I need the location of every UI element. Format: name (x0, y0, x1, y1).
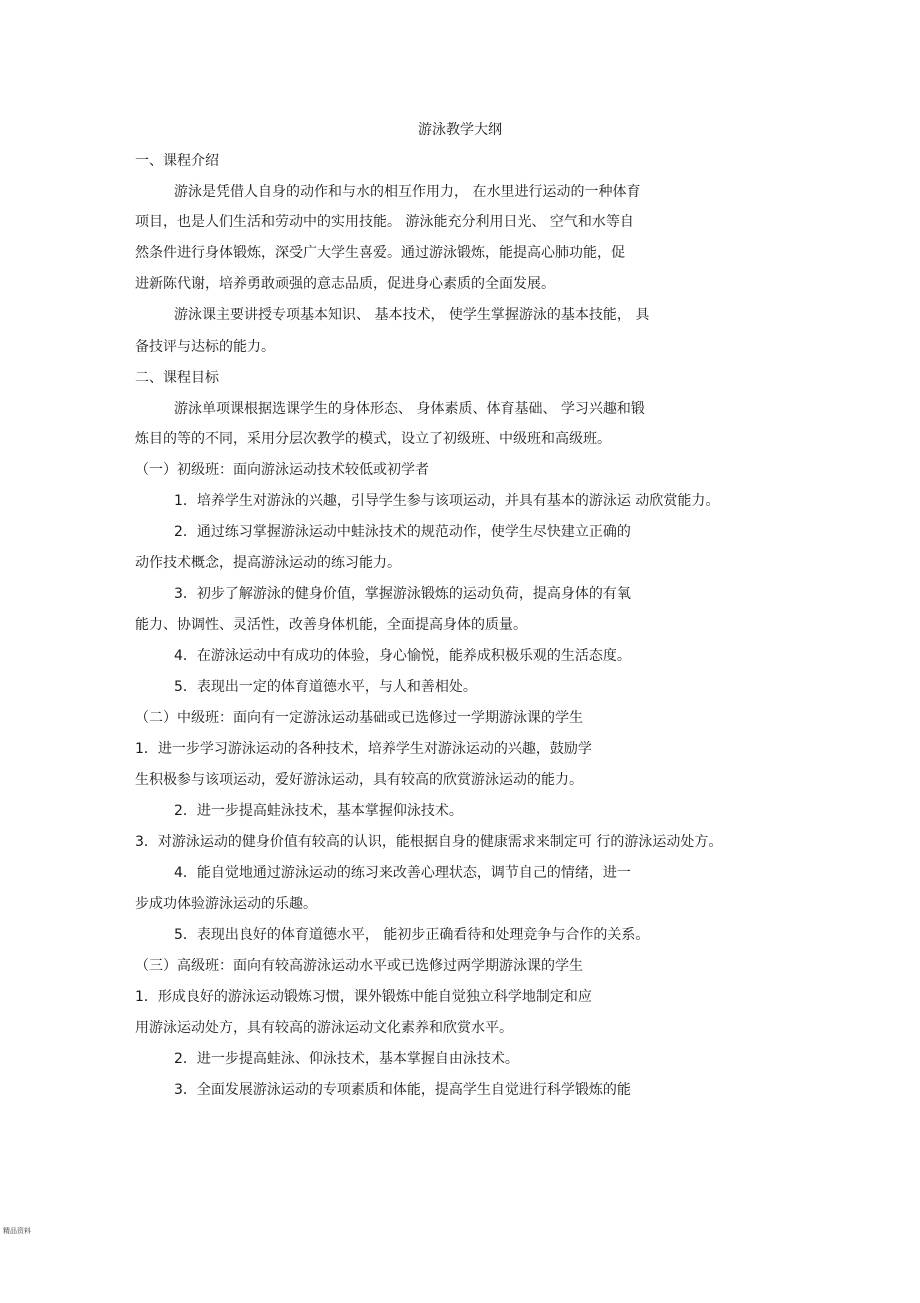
list-item-continuation: 生积极参与该项运动，爱好游泳运动，具有较高的欣赏游泳运动的能力。 (135, 772, 583, 788)
section-heading: 一、课程介绍 (135, 153, 219, 169)
list-item: 2．通过练习掌握游泳运动中蛙泳技术的规范动作，使学生尽快建立正确的 (174, 524, 631, 540)
list-item: 3．初步了解游泳的健身价值，掌握游泳锻炼的运动负荷，提高身体的有氧 (174, 586, 631, 602)
paragraph-line: 然条件进行身体锻炼，深受广大学生喜爱。通过游泳锻炼，能提高心肺功能，促 (135, 245, 625, 261)
footer-label: 精品资料 (3, 1227, 31, 1235)
list-item: 3．对游泳运动的健身价值有较高的认识，能根据自身的健康需求来制定可 行的游泳运动处方。 (135, 834, 723, 850)
list-item: 2．进一步提高蛙泳技术，基本掌握仰泳技术。 (174, 803, 463, 819)
section-heading: 二、课程目标 (135, 370, 219, 386)
subsection-heading: （三）高级班：面向有较高游泳运动水平或已选修过两学期游泳课的学生 (135, 958, 583, 974)
subsection-heading: （一）初级班：面向游泳运动技术较低或初学者 (135, 462, 429, 478)
list-item: 5．表现出一定的体育道德水平，与人和善相处。 (174, 679, 477, 695)
paragraph-line: 进新陈代谢，培养勇敢顽强的意志品质，促进身心素质的全面发展。 (135, 276, 555, 292)
paragraph-line: 备技评与达标的能力。 (135, 339, 275, 355)
paragraph-line: 游泳课主要讲授专项基本知识、 基本技术， 使学生掌握游泳的基本技能， 具 (174, 307, 650, 323)
paragraph-line: 炼目的等的不同，采用分层次教学的模式，设立了初级班、中级班和高级班。 (135, 431, 611, 447)
subsection-heading: （二）中级班：面向有一定游泳运动基础或已选修过一学期游泳课的学生 (135, 710, 583, 726)
list-item-continuation: 动作技术概念，提高游泳运动的练习能力。 (135, 555, 401, 571)
paragraph-line: 项目，也是人们生活和劳动中的实用技能。 游泳能充分利用日光、 空气和水等自 (135, 214, 634, 230)
page-title: 游泳教学大纲 (418, 122, 502, 138)
list-item: 1．培养学生对游泳的兴趣，引导学生参与该项运动，并具有基本的游泳运 动欣赏能力。 (174, 493, 720, 509)
list-item: 4．能自觉地通过游泳运动的练习来改善心理状态，调节自己的情绪，进一 (174, 865, 631, 881)
list-item: 1．形成良好的游泳运动锻炼习惯，课外锻炼中能自觉独立科学地制定和应 (135, 989, 592, 1005)
list-item: 3．全面发展游泳运动的专项素质和体能，提高学生自觉进行科学锻炼的能 (174, 1082, 631, 1098)
list-item-continuation: 能力、协调性、灵活性，改善身体机能，全面提高身体的质量。 (135, 617, 527, 633)
list-item-continuation: 用游泳运动处方，具有较高的游泳运动文化素养和欣赏水平。 (135, 1020, 513, 1036)
paragraph-line: 游泳单项课根据选课学生的身体形态、 身体素质、体育基础、 学习兴趣和锻 (174, 401, 645, 417)
list-item: 5．表现出良好的体育道德水平， 能初步正确看待和处理竞争与合作的关系。 (174, 927, 650, 943)
list-item-continuation: 步成功体验游泳运动的乐趣。 (135, 896, 317, 912)
paragraph-line: 游泳是凭借人自身的动作和与水的相互作用力， 在水里进行运动的一种体育 (174, 184, 641, 200)
list-item: 4．在游泳运动中有成功的体验，身心愉悦，能养成积极乐观的生活态度。 (174, 648, 631, 664)
list-item: 1．进一步学习游泳运动的各种技术，培养学生对游泳运动的兴趣，鼓励学 (135, 741, 592, 757)
list-item: 2．进一步提高蛙泳、仰泳技术，基本掌握自由泳技术。 (174, 1051, 519, 1067)
